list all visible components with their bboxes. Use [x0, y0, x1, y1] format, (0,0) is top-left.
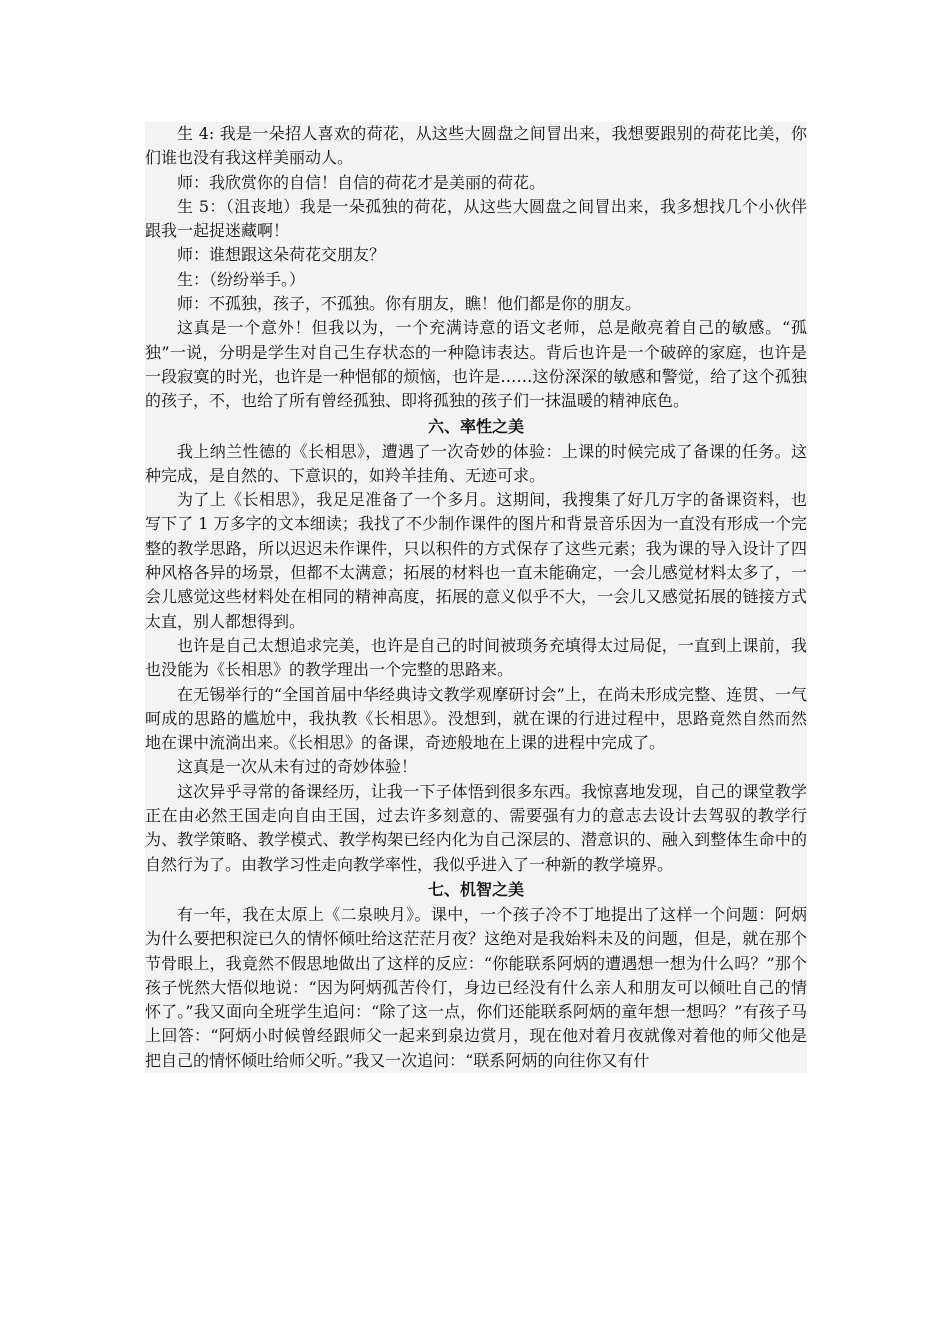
dialogue-line: 生 5：（沮丧地）我是一朵孤独的荷花，从这些大圆盘之间冒出来，我多想找几个小伙伴跟我一起捉迷藏啊！	[145, 196, 807, 241]
section-heading: 六、率性之美	[427, 416, 524, 436]
body-paragraph: 在无锡举行的“全国首届中华经典诗文教学观摩研讨会”上，在尚未形成完整、连贯、一气呵成的思路的尴尬中，我执教《长相思》。没想到，就在课的行进过程中，思路竟然自然而然地在课中流淌出来。《长相思》的备课，奇迹般地在上课的进程中完成了。	[145, 684, 807, 753]
dialogue-line: 师：谁想跟这朵荷花交朋友？	[177, 245, 386, 265]
document-page	[145, 122, 807, 1073]
dialogue-line: 师：不孤独，孩子，不孤独。你有朋友，瞧！他们都是你的朋友。	[177, 294, 642, 314]
dialogue-line: 生 4: 我是一朵招人喜欢的荷花，从这些大圆盘之间冒出来，我想要跟别的荷花比美，你们谁也没有我这样美丽动人。	[145, 124, 807, 168]
dialogue-line: 生：（纷纷举手。）	[177, 269, 306, 289]
section-heading: 七、机智之美	[427, 879, 524, 899]
body-paragraph: 也许是自己太想追求完美，也许是自己的时间被琐务充填得太过局促，一直到上课前，我也没能为《长相思》的教学理出一个完整的思路来。	[145, 635, 807, 680]
body-paragraph: 为了上《长相思》，我足足准备了一个多月。这期间，我搜集了好几万字的备课资料，也写下了 1 万多字的文本细读；我找了不少制作课件的图片和背景音乐因为一直没有形成一个完整的教学思路，所以迟迟未作课件，只以积件的方式保存了这些元素；我为课的导入设计了四种风格各异的场景，但都不太满意；拓展的材料也一直未能确定，一会儿感觉材料太多了，一会儿感觉这些材料处在相同的精神高度，拓展的意义似乎不大，一会儿又感觉拓展的链接方式太直，别人都想得到。	[145, 490, 807, 631]
body-paragraph: 这次异乎寻常的备课经历，让我一下子体悟到很多东西。我惊喜地发现，自己的课堂教学正在由必然王国走向自由王国，过去许多刻意的、需要强有力的意志去设计去驾驭的教学行为、教学策略、教学模式、教学构架已经内化为自己深层的、潜意识的、融入到整体生命中的自然行为了。由教学习性走向教学率性，我似乎进入了一种新的教学境界。	[145, 781, 807, 874]
body-paragraph: 有一年，我在太原上《二泉映月》。课中，一个孩子冷不丁地提出了这样一个问题：阿炳为什么要把积淀已久的情怀倾吐给这茫茫月夜？这绝对是我始料未及的问题，但是，就在那个节骨眼上，我竟然不假思地做出了这样的反应：“你能联系阿炳的遭遇想一想为什么吗？”那个孩子恍然大悟似地说：“因为阿炳孤苦伶仃，身边已经没有什么亲人和朋友可以倾吐自己的情怀了。”我又面向全班学生追问：“除了这一点，你们还能联系阿炳的童年想一想吗？”有孩子马上回答：“阿炳小时候曾经跟师父一起来到泉边赏月，现在他对着月夜就像对着他的师父他是把自己的情怀倾吐给师父听。”我又一次追问：“联系阿炳的向往你又有什	[145, 904, 807, 1070]
body-paragraph: 这真是一次从未有过的奇妙体验！	[177, 757, 418, 777]
body-paragraph: 这真是一个意外！但我以为，一个充满诗意的语文老师，总是敞亮着自己的敏感。“孤独”一说，分明是学生对自己生存状态的一种隐讳表达。背后也许是一个破碎的家庭，也许是一段寂寞的时光，也许是一种悒郁的烦恼，也许是……这份深深的敏感和警觉，给了这个孤独的孩子，不，也给了所有曾经孤独、即将孤独的孩子们一抹温暖的精神底色。	[145, 318, 807, 411]
body-paragraph: 我上纳兰性德的《长相思》，遭遇了一次奇妙的体验：上课的时候完成了备课的任务。这种完成，是自然的、下意识的，如羚羊挂角、无迹可求。	[145, 441, 807, 485]
dialogue-line: 师：我欣赏你的自信！自信的荷花才是美丽的荷花。	[177, 172, 546, 192]
